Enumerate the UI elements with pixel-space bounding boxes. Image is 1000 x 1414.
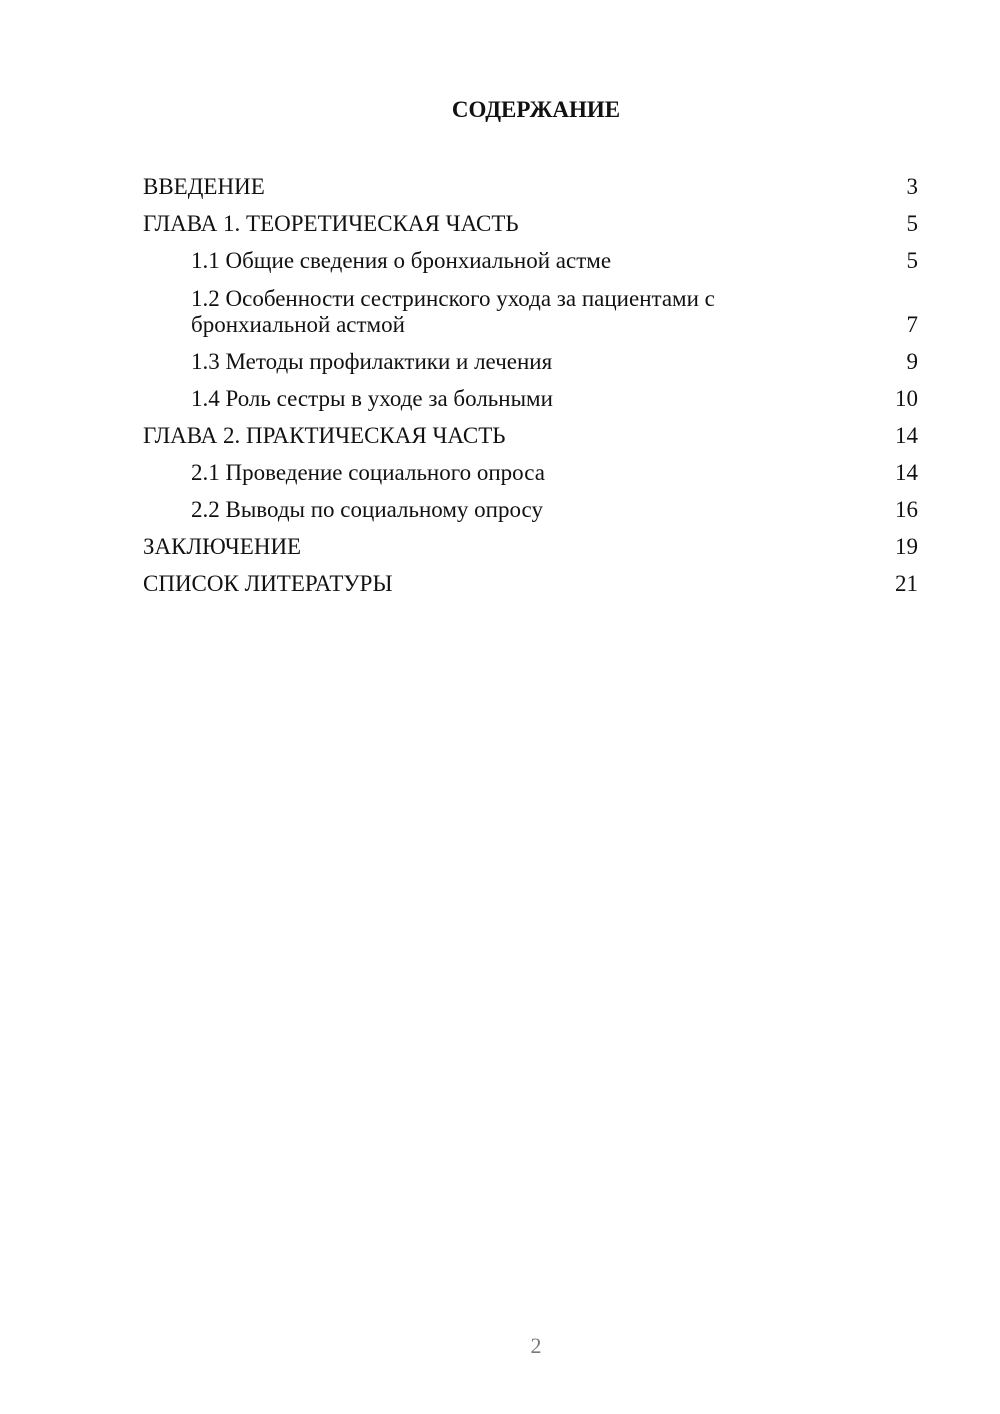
toc-entry-page: 5 (906, 248, 918, 273)
toc-entry-page: 5 (906, 211, 918, 236)
toc-entry-1-4[interactable] (143, 379, 918, 416)
toc-entry-label: СПИСОК ЛИТЕРАТУРЫ (143, 571, 393, 596)
toc-entry-page: 21 (895, 571, 918, 596)
toc-entry-1-3[interactable] (143, 342, 918, 379)
toc-entry-introduction[interactable] (143, 167, 918, 204)
toc-entry-label: 1.3 Методы профилактики и лечения (191, 349, 553, 374)
toc-entry-chapter-2[interactable] (143, 416, 918, 453)
toc-entry-references[interactable] (143, 564, 918, 601)
toc-entry-label: ГЛАВА 1. ТЕОРЕТИЧЕСКАЯ ЧАСТЬ (143, 211, 519, 236)
toc-entry-1-1[interactable] (143, 241, 918, 278)
toc-entry-page: 7 (906, 312, 918, 337)
toc-entry-label: ГЛАВА 2. ПРАКТИЧЕСКАЯ ЧАСТЬ (143, 423, 506, 448)
toc-entry-page: 9 (906, 349, 918, 374)
toc-entry-page: 3 (906, 174, 918, 199)
toc-entry-page: 19 (895, 534, 918, 559)
toc-entry-page: 14 (895, 423, 918, 448)
toc-entry-label: 1.1 Общие сведения о бронхиальной астме (191, 248, 612, 273)
toc-entry-page: 10 (895, 386, 918, 411)
toc-entry-label: 1.2 Особенности сестринского ухода за пациентами с бронхиальной астмой (191, 286, 715, 337)
page-title: СОДЕРЖАНИЕ (451, 97, 621, 122)
toc-entry-1-2[interactable] (143, 278, 918, 342)
table-of-contents (143, 167, 918, 601)
toc-entry-label: ЗАКЛЮЧЕНИЕ (143, 534, 302, 559)
toc-entry-chapter-1[interactable] (143, 204, 918, 241)
toc-entry-label: ВВЕДЕНИЕ (143, 174, 265, 199)
page-number: 2 (530, 1333, 542, 1358)
toc-entry-label: 1.4 Роль сестры в уходе за больными (191, 386, 553, 411)
toc-entry-page: 16 (895, 497, 918, 522)
toc-entry-page: 14 (895, 460, 918, 485)
toc-entry-label: 2.1 Проведение социального опроса (191, 460, 545, 485)
toc-entry-2-1[interactable] (143, 453, 918, 490)
toc-entry-conclusion[interactable] (143, 527, 918, 564)
toc-entry-label: 2.2 Выводы по социальному опросу (191, 497, 543, 522)
toc-entry-2-2[interactable] (143, 490, 918, 527)
